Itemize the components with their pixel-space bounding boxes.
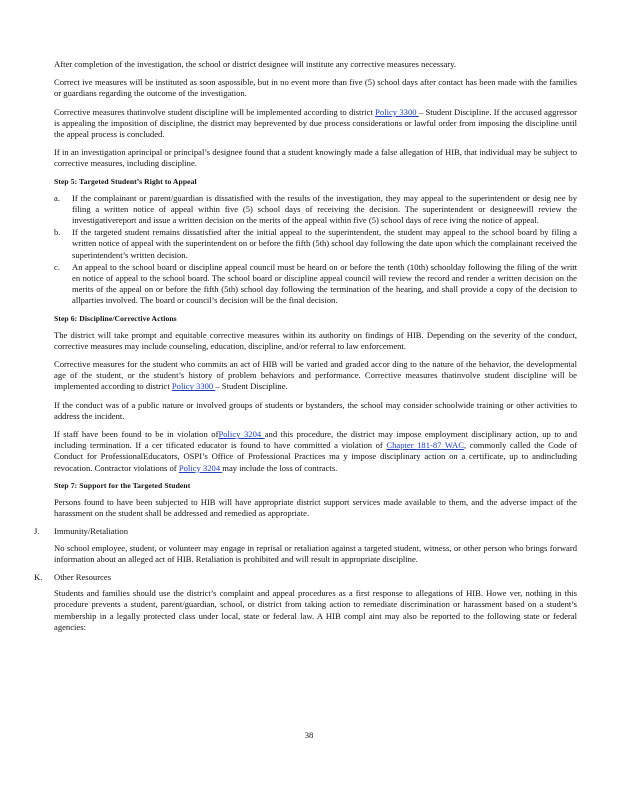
paragraph-corrective-intro: After completion of the investigation, the school or district designee will institute any corrective measures necessary. xyxy=(54,59,457,69)
list-item-text: If the targeted student remains dissatisfied after the initial appeal to the superintendent, the student may appeal to the school board by filing a written notice of appeal with the superintendent on or before the fifth (5th) school day following the date upon which the complainant received the superintendent’s written decision. xyxy=(72,227,577,260)
paragraph-support-services: Persons found to have been subjected to HIB will have appropriate district support services made available to them, and the adverse impact of the harassment on the student shall be addressed and remedied as appropriate. xyxy=(54,496,577,519)
list-marker: c. xyxy=(54,261,60,272)
policy-3300-link[interactable]: Policy 3300 xyxy=(375,106,419,117)
paragraph-corrective-discipline xyxy=(54,107,577,141)
paragraph-staff-violation xyxy=(54,429,577,474)
section-title: Immunity/Retaliation xyxy=(54,526,128,537)
section-title: Other Resources xyxy=(54,571,112,582)
text-run: – Student Discipline. xyxy=(215,381,288,392)
paragraph-corrective-timing: Correct ive measures will be instituted as soon aspossible, but in no event more than five (5) school days after contact has been made with the families or guardians regarding the outcome of the investigation. xyxy=(54,77,577,99)
paragraph-prompt-measures: The district will take prompt and equitable corrective measures within its authority on findings of HIB. Depending on the severity of the conduct, corrective measures may include counseling, education, discipline, and/or referral to law enforcement. xyxy=(54,329,577,351)
page-content xyxy=(34,59,578,640)
policy-3300-link[interactable]: Policy 3300 xyxy=(171,381,216,392)
section-k xyxy=(34,571,577,633)
text-run: If staff have been found to be in violation of xyxy=(54,429,219,440)
section-letter: J. xyxy=(34,526,40,537)
step-6-heading: Step 6: Discipline/Corrective Actions xyxy=(54,313,177,323)
step-5-list xyxy=(54,193,577,307)
paragraph-false-allegation: If in an investigation aprincipal or principal’s designee found that a student knowingly made a false allegation of HIB, that individual may be subject to corrective measures, including discipline. xyxy=(54,147,577,169)
list-item xyxy=(54,193,577,227)
paragraph-graded-measures xyxy=(54,359,577,393)
section-letter: K. xyxy=(34,571,43,582)
text-run: , commonly called the Code of Conduct for ProfessionalEducators, OSPI’s Office of Professional Practices ma y impose disciplinary action on a certificate, up to andincluding revocation. Contractor violations of xyxy=(54,440,578,473)
section-j xyxy=(34,526,577,565)
step-5-heading: Step 5: Targeted Student’s Right to Appeal xyxy=(54,176,197,186)
step-7-heading: Step 7: Support for the Targeted Student xyxy=(54,480,191,490)
list-item-text: If the complainant or parent/guardian is dissatisfied with the results of the investigation, they may appeal to the superintendent or desig nee by filing a written notice of appeal within five (5) school days of receiving the decision. The superintendent or designeewill review the investigativereport and issue a written decision on the merits of the appeal within five (5) school days of rece iving the notice of appeal. xyxy=(72,192,577,226)
list-marker: b. xyxy=(54,227,61,238)
list-item-text: An appeal to the school board or discipline appeal council must be heard on or before the tenth (10th) schoolday following the filing of the writt en notice of appeal to the school board. The school board or discipline appeal council will review the record and render a written decision on the merits of the appeal on or before the fifth (5th) school day following the termination of the hearing, and shall provide a copy of the decision to allparties involved. The board or council’s decision will be the final decision. xyxy=(72,261,577,306)
paragraph-other-resources: Students and families should use the district’s complaint and appeal procedures as a first response to allegations of HIB. Howe ver, nothing in this procedure prevents a student, parent/guardian, school, or district from taking action to remediate discrimination or harassment based on a student’s membership in a legally protected class under local, state or federal law. A HIB compl aint may also be reported to the following state or federal agencies: xyxy=(54,588,577,632)
chapter-181-87-wac-link[interactable]: Chapter 181-87 WAC xyxy=(386,440,464,451)
text-run: and this procedure, the district may impose employment disciplinary action, up to and including termination. If a cer tificated educator is found to have committed a violation of xyxy=(54,429,577,451)
text-run: – Student Discipline. If the accused aggressor is appealing the imposition of discipline, the district may beprevented by due process considerations or lawful order from imposing the discipline until the appeal process is concluded. xyxy=(54,106,577,140)
list-item xyxy=(54,262,577,307)
text-run: Corrective measures thatinvolve student discipline will be implemented according to district xyxy=(54,106,376,117)
paragraph-immunity: No school employee, student, or volunteer may engage in reprisal or retaliation against a targeted student, witness, or other person who brings forward information about an alleged act of HIB. Retaliation is prohibited and will result in appropriate discipline. xyxy=(54,542,577,564)
text-run: Corrective measures for the student who commits an act of HIB will be varied and graded accor ding to the nature of the behavior, the developmental age of the student, or the student’s history of problem behaviors and performance. Corrective measures thatinvolve student discipline will be implemented according to district xyxy=(54,359,577,392)
list-marker: a. xyxy=(54,192,60,203)
page-number: 38 xyxy=(304,730,314,740)
text-run: may include the loss of contracts. xyxy=(222,462,338,473)
policy-3204-link[interactable]: Policy 3204 xyxy=(218,429,265,440)
paragraph-public-conduct: If the conduct was of a public nature or involved groups of students or bystanders, the school may consider schoolwide training or other activities to address the incident. xyxy=(54,399,577,421)
list-item xyxy=(54,227,577,261)
policy-3204-link[interactable]: Policy 3204 xyxy=(178,462,223,473)
